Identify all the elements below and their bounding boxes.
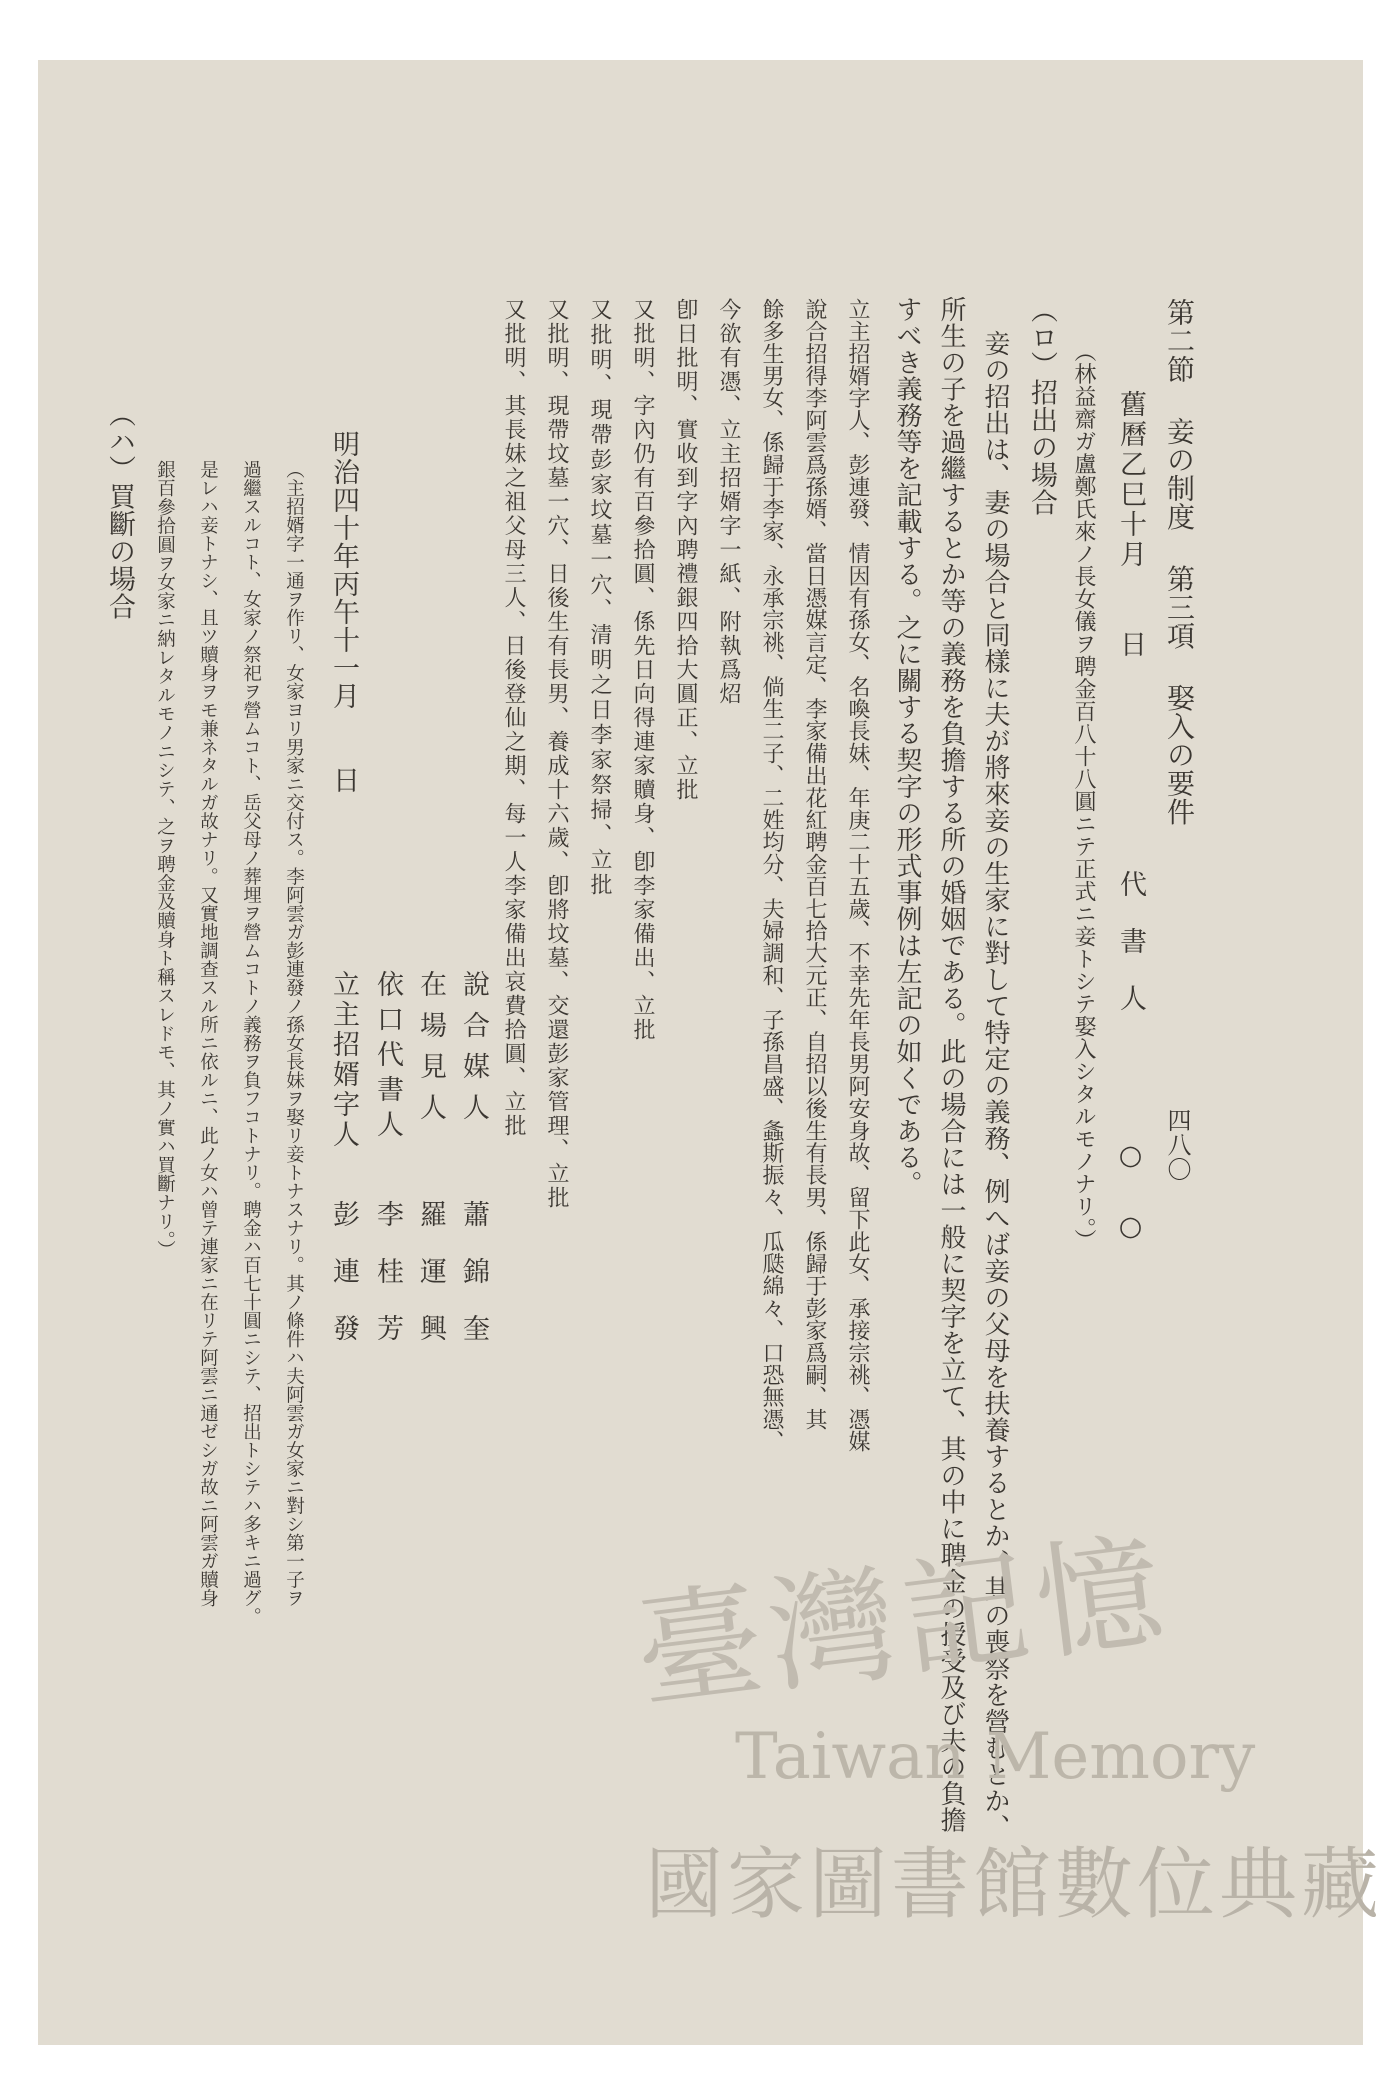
watermark-cjk: 臺灣記憶 bbox=[628, 1516, 1179, 1728]
deed-line: 立主招婿字人、彭連發、情因有孫女、名喚長妹、年庚二十五歲、不幸先年長男阿安身故、留下此女、承接宗祧、憑媒 bbox=[845, 298, 870, 1453]
signatory-role: 在場見人 bbox=[415, 970, 446, 1134]
deed-line: 說合招得李阿雲爲孫婿、當日憑媒言定、李家備出花紅聘金百七拾大元正、自招以後生有長男、係歸于彭家爲嗣、其 bbox=[802, 298, 827, 1431]
watermark-english: Taiwan Memory bbox=[735, 1720, 1256, 1794]
deed-line: 餘多生男女、係歸于李家、永承宗祧、倘生二子、二姓均分、夫婦調和、子孫昌盛、螽斯振々、瓜瓞綿々、口恐無憑、 bbox=[759, 298, 784, 1453]
deed-line: 卽日批明、實收到字內聘禮銀四拾大圓正、立批 bbox=[673, 298, 698, 802]
signatory-name: 彭連發 bbox=[328, 1200, 359, 1371]
signatory-role: 立主招婿字人 bbox=[328, 970, 359, 1150]
signatory-name: 李桂芳 bbox=[372, 1200, 403, 1371]
body-para-line: 所生の子を過繼するとか等の義務を負擔する所の婚姻である。此の場合には一般に契字を立て、其の中に聘金の授受及び夫の負擔 bbox=[936, 296, 966, 1833]
deed-line: 又批明、現帶彭家坟墓一穴、清明之日李家祭掃、立批 bbox=[587, 298, 612, 898]
watermark-library: 國家圖書館數位典藏 bbox=[645, 1840, 1384, 1930]
note-line: 過繼スルコト、女家ノ祭祀ヲ營ムコト、岳父母ノ葬埋ヲ營ムコトノ義務ヲ負フコトナリ。聘金ハ百七十圓ニシテ、招出トシテハ多キニ過グ。 bbox=[240, 460, 262, 1626]
note-line: （主招婿字一通ヲ作リ、女家ヨリ男家ニ交付ス。李阿雲ガ彭連發ノ孫女長妹ヲ娶リ妾トナスナリ。其ノ條件ハ夫阿雲ガ女家ニ對シ第一子ヲ bbox=[283, 460, 305, 1607]
note-line: 銀百參拾圓ヲ女家ニ納レタルモノニシテ、之ヲ聘金及贖身ト稱スレドモ、其ノ實ハ買斷ナリ。） bbox=[154, 460, 176, 1260]
signatory-name: 蕭錦奎 bbox=[458, 1200, 489, 1371]
deed-line: 又批明、字內仍有百參拾圓、係先日向得連家贖身、卽李家備出、立批 bbox=[630, 298, 655, 1042]
prev-dated-line: 舊曆乙巳十月 日 bbox=[1115, 390, 1146, 660]
section-ro-heading: （ロ）招出の場合 bbox=[1026, 296, 1057, 516]
signatory-role: 說合媒人 bbox=[458, 970, 489, 1134]
note-line: 是レハ妾トナシ、且ツ贖身ヲモ兼ネタルガ故ナリ。又實地調查スル所ニ依ルニ、此ノ女ハ曾テ連家ニ在リテ阿雲ニ通ゼシガ故ニ阿雲ガ贖身 bbox=[197, 460, 219, 1607]
body-para-line: 妾の招出は、妻の場合と同樣に夫が將來妾の生家に對して特定の義務、例へば妾の父母を扶養するとか、其の喪祭を營むとか、 bbox=[980, 330, 1010, 1841]
section-ha-heading: （ハ）買斷の場合 bbox=[104, 400, 135, 620]
signatory-name: 羅運興 bbox=[415, 1200, 446, 1371]
deed-line: 又批明、其長妹之祖父母三人、日後登仙之期、每一人李家備出哀費拾圓、立批 bbox=[501, 298, 526, 1138]
prev-scribe-role: 代書人 bbox=[1115, 870, 1146, 1041]
deed-line: 又批明、現帶坟墓一穴、日後生有長男、養成十六歲、卽將坟墓、交還彭家管理、立批 bbox=[544, 298, 569, 1210]
page-number: 四八〇 bbox=[1163, 1108, 1191, 1182]
running-head: 第二節 妾の制度 第三項 娶入の要件 bbox=[1163, 298, 1196, 826]
prev-scribe-name: ○○ bbox=[1115, 1140, 1146, 1282]
prev-note: （林益齋ガ盧鄭氏來ノ長女儀ヲ聘金百八十八圓ニテ正式ニ妾トシテ娶入シタルモノナリ。） bbox=[1071, 340, 1096, 1252]
body-para-line: すべき義務等を記載する。之に關する契字の形式事例は左記の如くである。 bbox=[892, 296, 922, 1197]
deed-line: 今欲有憑、立主招婿字一紙、附執爲炤 bbox=[716, 298, 741, 706]
signatory-role: 依口代書人 bbox=[372, 970, 403, 1145]
deed-date: 明治四十年丙午十一月 日 bbox=[328, 430, 359, 794]
